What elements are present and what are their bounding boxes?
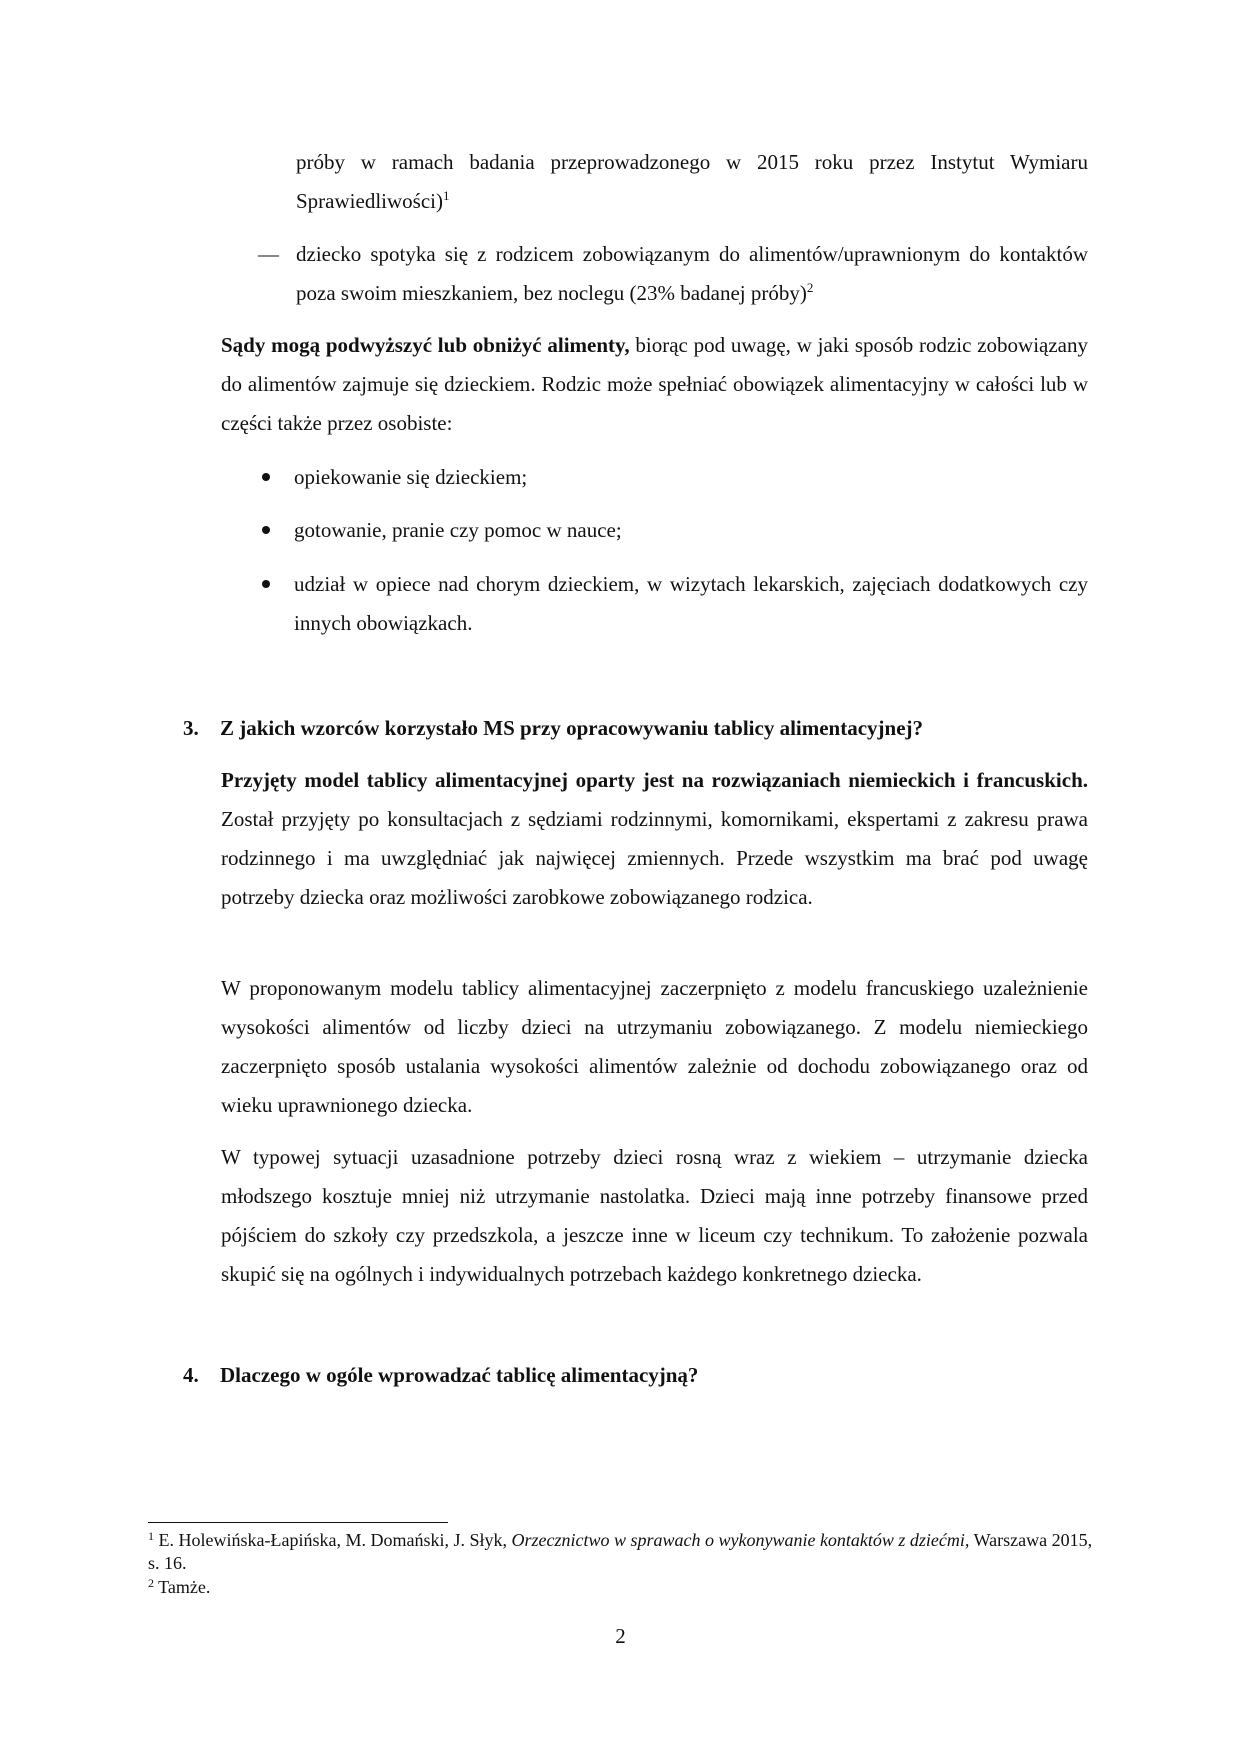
dash-marker: —: [258, 242, 279, 266]
footnote-separator: [148, 1522, 448, 1523]
section-3-heading: [183, 709, 1088, 748]
footnote-1-title: Orzecznictwo w sprawach o wykonywanie kontaktów z dziećmi,: [511, 1530, 970, 1550]
bullet-item: opiekowanie się dzieckiem;: [294, 465, 528, 489]
section-4-title: Dlaczego w ogóle wprowadzać tablicę alimentacyjną?: [220, 1363, 699, 1387]
section-3-paragraph-3: W typowej sytuacji uzasadnione potrzeby dzieci rosną wraz z wiekiem – utrzymanie dziecka młodszego kosztuje mniej niż utrzymanie nastolatka. Dzieci mają inne potrzeby finansowe przed pójściem do szkoły czy przedszkola, a jeszcze inne w liceum czy technikum. To założenie pozwala skupić się na ogólnych i indywidualnych potrzebach każdego konkretnego dziecka.: [221, 1145, 1088, 1286]
footnote-1-publication: Warszawa 2015, s. 16.: [148, 1530, 1093, 1573]
dash-list-item: [296, 235, 1088, 313]
courts-paragraph-bold: Sądy mogą podwyższyć lub obniżyć alimenty,: [221, 333, 630, 357]
footnote-ref-1: 1: [442, 188, 450, 203]
footnote-2: [148, 1576, 1098, 1599]
bullet-icon: [262, 580, 270, 588]
section-4-heading: [183, 1356, 1088, 1395]
footnote-2-text: Tamże.: [154, 1577, 211, 1597]
courts-paragraph: [221, 326, 1088, 443]
footnote-1-authors: E. Holewińska-Łapińska, M. Domański, J. Słyk,: [154, 1530, 512, 1550]
section-3-paragraph-1: [221, 761, 1088, 917]
footnote-ref-2: 2: [806, 280, 814, 295]
section-3-paragraph-1-bold: Przyjęty model tablicy alimentacyjnej oparty jest na rozwiązaniach niemieckich i francuskich.: [221, 768, 1088, 792]
section-3-title: Z jakich wzorców korzystało MS przy opracowywaniu tablicy alimentacyjnej?: [220, 716, 924, 740]
page-number: 2: [615, 1624, 626, 1648]
dash-item-text: dziecko spotyka się z rodzicem zobowiązanym do alimentów/uprawnionym do kontaktów poza swoim mieszkaniem, bez noclegu (23% badanej próby): [296, 242, 1088, 305]
bullet-icon: [262, 526, 270, 534]
courts-paragraph-text: biorąc pod uwagę, w jaki sposób rodzic zobowiązany do alimentów zajmuje się dzieckiem. Rodzic może spełniać obowiązek alimentacyjny w całości lub w części także przez osobiste:: [221, 333, 1088, 435]
bullet-item: udział w opiece nad chorym dzieckiem, w wizytach lekarskich, zajęciach dodatkowych czy innych obowiązkach.: [294, 572, 1088, 635]
footnote-1: [148, 1529, 1098, 1575]
bullet-item: gotowanie, pranie czy pomoc w nauce;: [294, 518, 622, 542]
section-4-number: 4.: [183, 1363, 199, 1387]
section-3-number: 3.: [183, 716, 199, 740]
section-3-paragraph-1-text: Został przyjęty po konsultacjach z sędziami rodzinnymi, komornikami, ekspertami z zakresu prawa rodzinnego i ma uwzględniać jak najwięcej zmiennych. Przede wszystkim ma brać pod uwagę potrzeby dziecka oraz możliwości zarobkowe zobowiązanego rodzica.: [221, 807, 1088, 909]
footnote-1-number: 1: [148, 1529, 154, 1543]
continuation-body: próby w ramach badania przeprowadzonego w 2015 roku przez Instytut Wymiaru Sprawiedliwości): [296, 150, 1088, 213]
continuation-text: [296, 143, 1088, 221]
section-3-paragraph-2: W proponowanym modelu tablicy alimentacyjnej zaczerpnięto z modelu francuskiego uzależnienie wysokości alimentów od liczby dzieci na utrzymaniu zobowiązanego. Z modelu niemieckiego zaczerpnięto sposób ustalania wysokości alimentów zależnie od dochodu zobowiązanego oraz od wieku uprawnionego dziecka.: [221, 976, 1088, 1117]
bullet-icon: [262, 473, 270, 481]
footnote-2-number: 2: [148, 1576, 154, 1590]
